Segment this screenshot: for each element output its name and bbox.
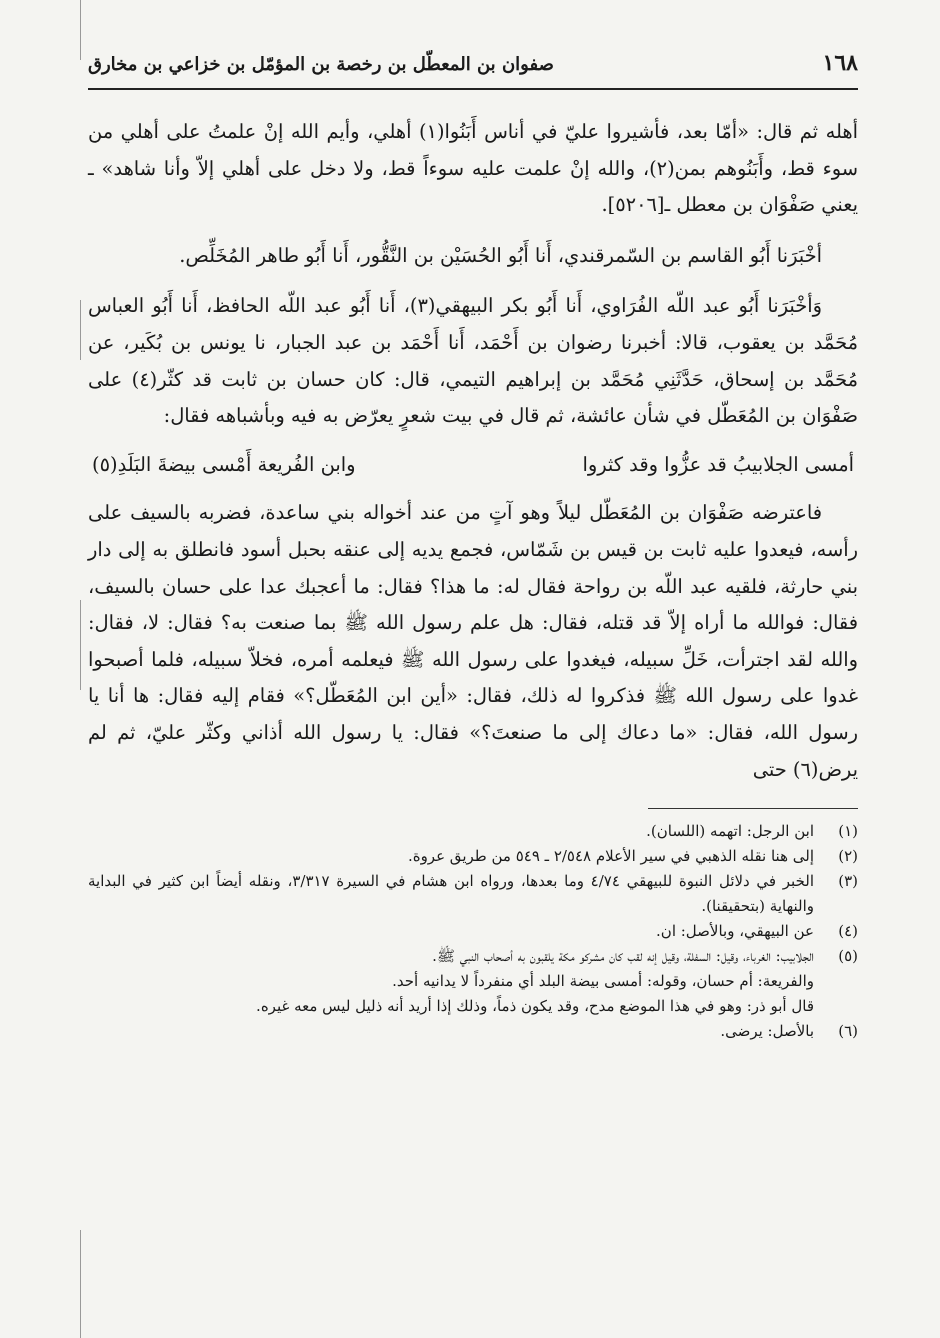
footnotes-divider: [648, 808, 858, 809]
page-number: ١٦٨: [822, 50, 858, 76]
footnote-line: بالأصل: يرضى.: [720, 1022, 814, 1041]
main-text: [88, 114, 858, 788]
page-header: [88, 50, 858, 90]
footnote-text: [88, 944, 814, 1019]
footnote-number: (٦): [838, 1022, 858, 1041]
paragraph-3: وَأخْبَرَنا أَبُو عبد اللّه الفُرَاوي، أَنا أَبُو بكر البيهقي(٣)، أَنا أَبُو عبد اللّه الحافظ، أَنا أَبُو العباس مُحَمَّد بن يعقوب، قالا: أخبرنا رضوان بن أَحْمَد، أَنا أَحْمَد بن عبد الجبار، نا يونس بن بُكَير، عن مُحَمَّد بن إسحاق، حَدَّثَنِي مُحَمَّد بن إبراهيم التيمي، قال: كان حسان بن ثابت قد كثّر(٤) على صَفْوَان بن المُعَطّل في شأن عائشة، ثم قال في بيت شعرٍ يعرّض به فيه وبأشباهه فقال:: [88, 294, 858, 428]
footnote-line: الخبر في دلائل النبوة للبيهقي ٤/٧٤ وما بعدها، ورواه ابن هشام في السيرة ٣/٣١٧، ونقله أيضاً ابن كثير في البداية والنهاية (بتحقيقنا).: [88, 872, 814, 916]
footnote-number: (١): [838, 822, 858, 841]
footnote-number: (٥): [838, 947, 858, 966]
footnote: [88, 844, 858, 869]
footnote-text: [88, 919, 814, 944]
footnote: [88, 919, 858, 944]
footnote-text: [88, 844, 814, 869]
footnote-number: (٤): [838, 922, 858, 941]
scan-edge-line: [80, 0, 81, 60]
scan-edge-line: [80, 600, 81, 690]
paragraph-4: فاعترضه صَفْوَان بن المُعَطّل ليلاً وهو آتٍ من عند أخواله بني ساعدة، فضربه بالسيف على رأسه، فيعدوا عليه ثابت بن قيس بن شَمّاس، فجمع يديه إلى عنقه بحبل أسود فانطلق به إلى دار بني حارثة، فلقيه عبد اللّه بن رواحة فقال له: ما هذا؟ فقال: ما أعجبك عدا على حسان بالسيف، فقال: فوالله ما أراه إلاّ قد قتله، فقال: هل علم رسول الله ﷺ بما صنعت به؟ فقال: لا، فقال: والله لقد اجترأت، خَلِّ سبيله، فيغدوا على رسول الله ﷺ فيعلمه أمره، فخلاّ سبيله، فلما أصبحوا غدوا على رسول الله ﷺ فذكروا له ذلك، فقال: «أين ابن المُعَطّل؟» فقام إليه فقال: ها أنا يا رسول الله، فقال: «ما دعاك إلى ما صنعتَ؟» فقال: يا رسول الله أذاني وكثّر عليّ، ثم لم يرض(٦) حتى: [88, 501, 858, 781]
footnote-text: [88, 819, 814, 844]
footnote-line: عن البيهقي، وبالأصل: ان.: [656, 922, 814, 941]
paragraph-2: أخْبَرَنا أَبُو القاسم بن السّمرقندي، أَنا أَبُو الحُسَيْن بن النَّقُّور، أَنا أَبُو طاهر المُخَلِّص.: [179, 243, 822, 267]
scan-edge-line: [80, 1230, 81, 1338]
footnote-text: [88, 869, 814, 919]
poetry-verse: [88, 447, 858, 484]
footnote-line: والفريعة: أم حسان، وقوله: أمسى بيضة البلد أي منفرداً لا يدانيه أحد.: [392, 972, 814, 991]
footnote: [88, 944, 858, 1019]
book-page: [88, 50, 858, 1044]
footnotes: [88, 819, 858, 1044]
verse-second-hemistich: وابن الفُريعة أَمْسى بيضةَ البَلَدِ(٥): [92, 452, 356, 476]
scan-edge-line: [80, 300, 81, 360]
footnote-text: [88, 1019, 814, 1044]
footnote-line: إلى هنا نقله الذهبي في سير الأعلام ٢/٥٤٨ ـ ٥٤٩ من طريق عروة.: [407, 847, 814, 866]
paragraph-1: أهله ثم قال: «أمّا بعد، فأشيروا عليّ في أناس أَبَنُوا(١) أهلي، وأيم الله إنْ علمتُ على أهلي من سوء قط، وأَبَنُوهم بمن(٢)، والله إنْ علمت عليه سوءاً قط، ولا دخل على أهلي إلاّ وأنا شاهد» ـ يعني صَفْوَان بن معطل ـ[٥٢٠٦].: [88, 120, 858, 217]
footnote-line: الجلابيب: الغرباء، وقيل: السفلة، وقيل إنه لقب كان مشركو مكة يلقبون به أصحاب النبي ﷺ.: [432, 947, 814, 966]
footnote: [88, 1019, 858, 1044]
footnote-line: قال أبو ذر: وهو في هذا الموضع مدح، وقد يكون ذماً، وذلك إذا أريد أنه ذليل ليس معه غيره.: [256, 997, 814, 1016]
running-title: صفوان بن المعطّل بن رخصة بن المؤمّل بن خزاعي بن مخارق: [88, 54, 554, 75]
verse-first-hemistich: أمسى الجلابيبُ قد عزُّوا وقد كثروا: [582, 452, 854, 476]
footnote-number: (٣): [838, 872, 858, 891]
footnote-line: ابن الرجل: اتهمه (اللسان).: [646, 822, 814, 841]
footnote-number: (٢): [838, 847, 858, 866]
footnote: [88, 819, 858, 844]
footnote: [88, 869, 858, 919]
